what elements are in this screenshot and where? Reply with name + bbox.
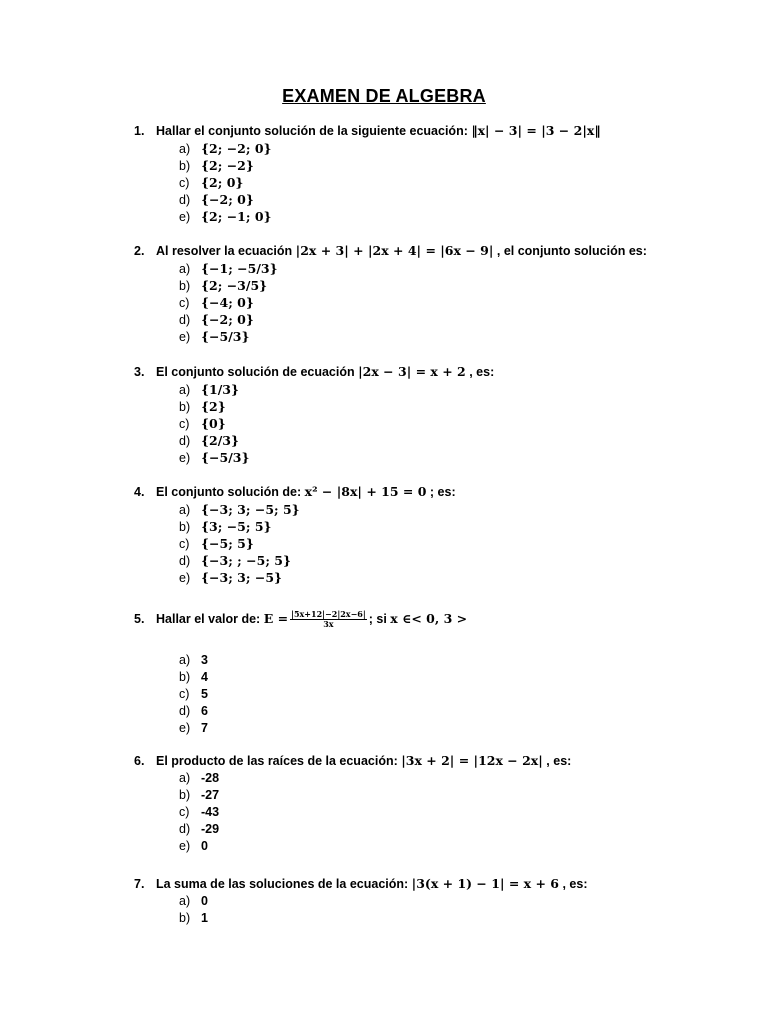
question-5-statement: [134, 606, 728, 632]
option-label: c): [179, 417, 190, 431]
option-c: [179, 294, 728, 311]
option-label: d): [179, 704, 191, 718]
option-value: {2/3}: [201, 433, 240, 448]
options-list: [134, 260, 728, 345]
option-label: e): [179, 839, 191, 853]
option-value: {−4; 0}: [201, 295, 254, 310]
option-e: [179, 328, 728, 345]
question-number: 1.: [134, 124, 145, 138]
option-value: {1/3}: [201, 382, 240, 397]
option-value: 7: [201, 721, 208, 735]
option-value: 0: [201, 839, 208, 853]
option-label: e): [179, 571, 191, 585]
option-label: c): [179, 176, 190, 190]
option-value: {2; 0}: [201, 175, 244, 190]
option-label: b): [179, 400, 191, 414]
option-label: d): [179, 193, 191, 207]
option-label: d): [179, 554, 191, 568]
option-b: [179, 787, 728, 804]
question-text: El conjunto solución de ecuación: [156, 365, 355, 379]
option-value: {−5; 5}: [201, 536, 254, 551]
option-e: [179, 569, 728, 586]
option-label: d): [179, 313, 191, 327]
question-7: [134, 874, 728, 927]
options-list: [134, 893, 728, 927]
option-e: [179, 449, 728, 466]
option-label: d): [179, 434, 191, 448]
option-label: b): [179, 788, 191, 802]
question-number: 7.: [134, 877, 145, 891]
option-label: a): [179, 771, 191, 785]
option-value: {2}: [201, 399, 226, 414]
options-list: [134, 140, 728, 225]
question-suffix: ; es:: [429, 485, 456, 499]
option-label: b): [179, 159, 191, 173]
option-value: {3; −5; 5}: [201, 519, 272, 534]
option-e: [179, 720, 728, 737]
question-number: 4.: [134, 485, 145, 499]
condition-prefix: ; si: [368, 612, 387, 626]
equation: |2x + 3| + |2x + 4| = |6x − 9|: [295, 243, 494, 258]
option-e: [179, 838, 728, 855]
question-2: [134, 241, 728, 345]
option-b: [179, 910, 728, 927]
option-a: [179, 770, 728, 787]
exam-title: EXAMEN DE ALGEBRA: [282, 86, 486, 106]
equation: x² − |8x| + 15 = 0: [304, 484, 427, 499]
question-number: 3.: [134, 365, 145, 379]
option-label: c): [179, 537, 190, 551]
question-text: Hallar el conjunto solución de la siguiente ecuación:: [156, 124, 468, 138]
question-1-statement: [134, 121, 728, 140]
option-label: c): [179, 296, 190, 310]
option-c: [179, 686, 728, 703]
option-b: [179, 398, 728, 415]
option-value: {−5/3}: [201, 329, 250, 344]
option-b: [179, 277, 728, 294]
option-value: 6: [201, 704, 208, 718]
question-number: 2.: [134, 244, 145, 258]
option-value: {2; −2}: [201, 158, 254, 173]
options-list: [134, 770, 728, 855]
option-d: [179, 432, 728, 449]
option-value: {−2; 0}: [201, 192, 254, 207]
question-6: [134, 751, 728, 855]
option-label: a): [179, 894, 191, 908]
option-value: 5: [201, 687, 208, 701]
question-text: Al resolver la ecuación: [156, 244, 293, 258]
option-value: 4: [201, 670, 208, 684]
question-6-statement: [134, 751, 728, 770]
option-value: -43: [201, 805, 220, 819]
equation: |3x + 2| = |12x − 2x|: [401, 753, 543, 768]
options-list: [134, 381, 728, 466]
option-c: [179, 804, 728, 821]
equation: |3(x + 1) − 1| = x + 6: [411, 876, 559, 891]
question-number: 5.: [134, 612, 145, 626]
question-text: El conjunto solución de:: [156, 485, 302, 499]
option-d: [179, 703, 728, 720]
option-value: {−3; 3; −5}: [201, 570, 283, 585]
option-a: [179, 501, 728, 518]
option-value: {−1; −5/3}: [201, 261, 278, 276]
option-d: [179, 311, 728, 328]
question-4: [134, 482, 728, 586]
option-a: [179, 260, 728, 277]
option-value: {0}: [201, 416, 226, 431]
options-list: [134, 652, 728, 737]
option-label: a): [179, 383, 191, 397]
option-b: [179, 157, 728, 174]
equation: ‖x| − 3| = |3 − 2|x‖: [471, 123, 601, 138]
option-value: -29: [201, 822, 220, 836]
option-label: a): [179, 503, 191, 517]
question-suffix: , es:: [469, 365, 495, 379]
question-number: 6.: [134, 754, 145, 768]
question-4-statement: [134, 482, 728, 501]
equation-lhs: E =: [263, 611, 289, 626]
option-value: {−3; 3; −5; 5}: [201, 502, 300, 517]
question-text: El producto de las raíces de la ecuación:: [156, 754, 398, 768]
option-label: d): [179, 822, 191, 836]
option-a: [179, 652, 728, 669]
option-label: b): [179, 279, 191, 293]
option-c: [179, 535, 728, 552]
option-value: {−2; 0}: [201, 312, 254, 327]
option-label: b): [179, 911, 191, 925]
option-d: [179, 552, 728, 569]
option-label: c): [179, 687, 190, 701]
option-label: a): [179, 653, 191, 667]
option-a: [179, 893, 728, 910]
option-label: b): [179, 520, 191, 534]
question-text: La suma de las soluciones de la ecuación:: [156, 877, 409, 891]
question-1: [134, 121, 728, 225]
option-value: -27: [201, 788, 220, 802]
question-2-statement: [134, 241, 728, 260]
question-5: [134, 606, 728, 737]
option-label: a): [179, 262, 191, 276]
question-text: Hallar el valor de:: [156, 612, 261, 626]
option-label: e): [179, 451, 191, 465]
option-a: [179, 140, 728, 157]
option-value: 1: [201, 911, 208, 925]
option-label: e): [179, 330, 191, 344]
question-7-statement: [134, 874, 728, 893]
option-d: [179, 191, 728, 208]
option-d: [179, 821, 728, 838]
option-value: 0: [201, 894, 208, 908]
option-label: c): [179, 805, 190, 819]
option-value: {2; −3/5}: [201, 278, 268, 293]
option-c: [179, 415, 728, 432]
fraction: [290, 610, 367, 629]
option-c: [179, 174, 728, 191]
option-label: b): [179, 670, 191, 684]
option-label: a): [179, 142, 191, 156]
option-value: 3: [201, 653, 208, 667]
option-value: {−3; ; −5; 5}: [201, 553, 292, 568]
option-b: [179, 518, 728, 535]
fraction-denominator: 3x: [323, 619, 334, 630]
option-a: [179, 381, 728, 398]
equation: |2x − 3| = x + 2: [358, 364, 466, 379]
question-3-statement: [134, 362, 728, 381]
option-label: e): [179, 210, 191, 224]
option-value: -28: [201, 771, 220, 785]
option-value: {−5/3}: [201, 450, 250, 465]
option-b: [179, 669, 728, 686]
options-list: [134, 501, 728, 586]
option-value: {2; −2; 0}: [201, 141, 272, 156]
fraction-numerator: |5x+12|−2|2x−6|: [291, 609, 366, 620]
question-suffix: , es:: [562, 877, 588, 891]
question-3: [134, 362, 728, 466]
option-e: [179, 208, 728, 225]
question-suffix: , el conjunto solución es:: [496, 244, 647, 258]
option-label: e): [179, 721, 191, 735]
question-suffix: , es:: [546, 754, 572, 768]
condition: x ∈< 0, 3 >: [390, 611, 468, 626]
option-value: {2; −1; 0}: [201, 209, 272, 224]
